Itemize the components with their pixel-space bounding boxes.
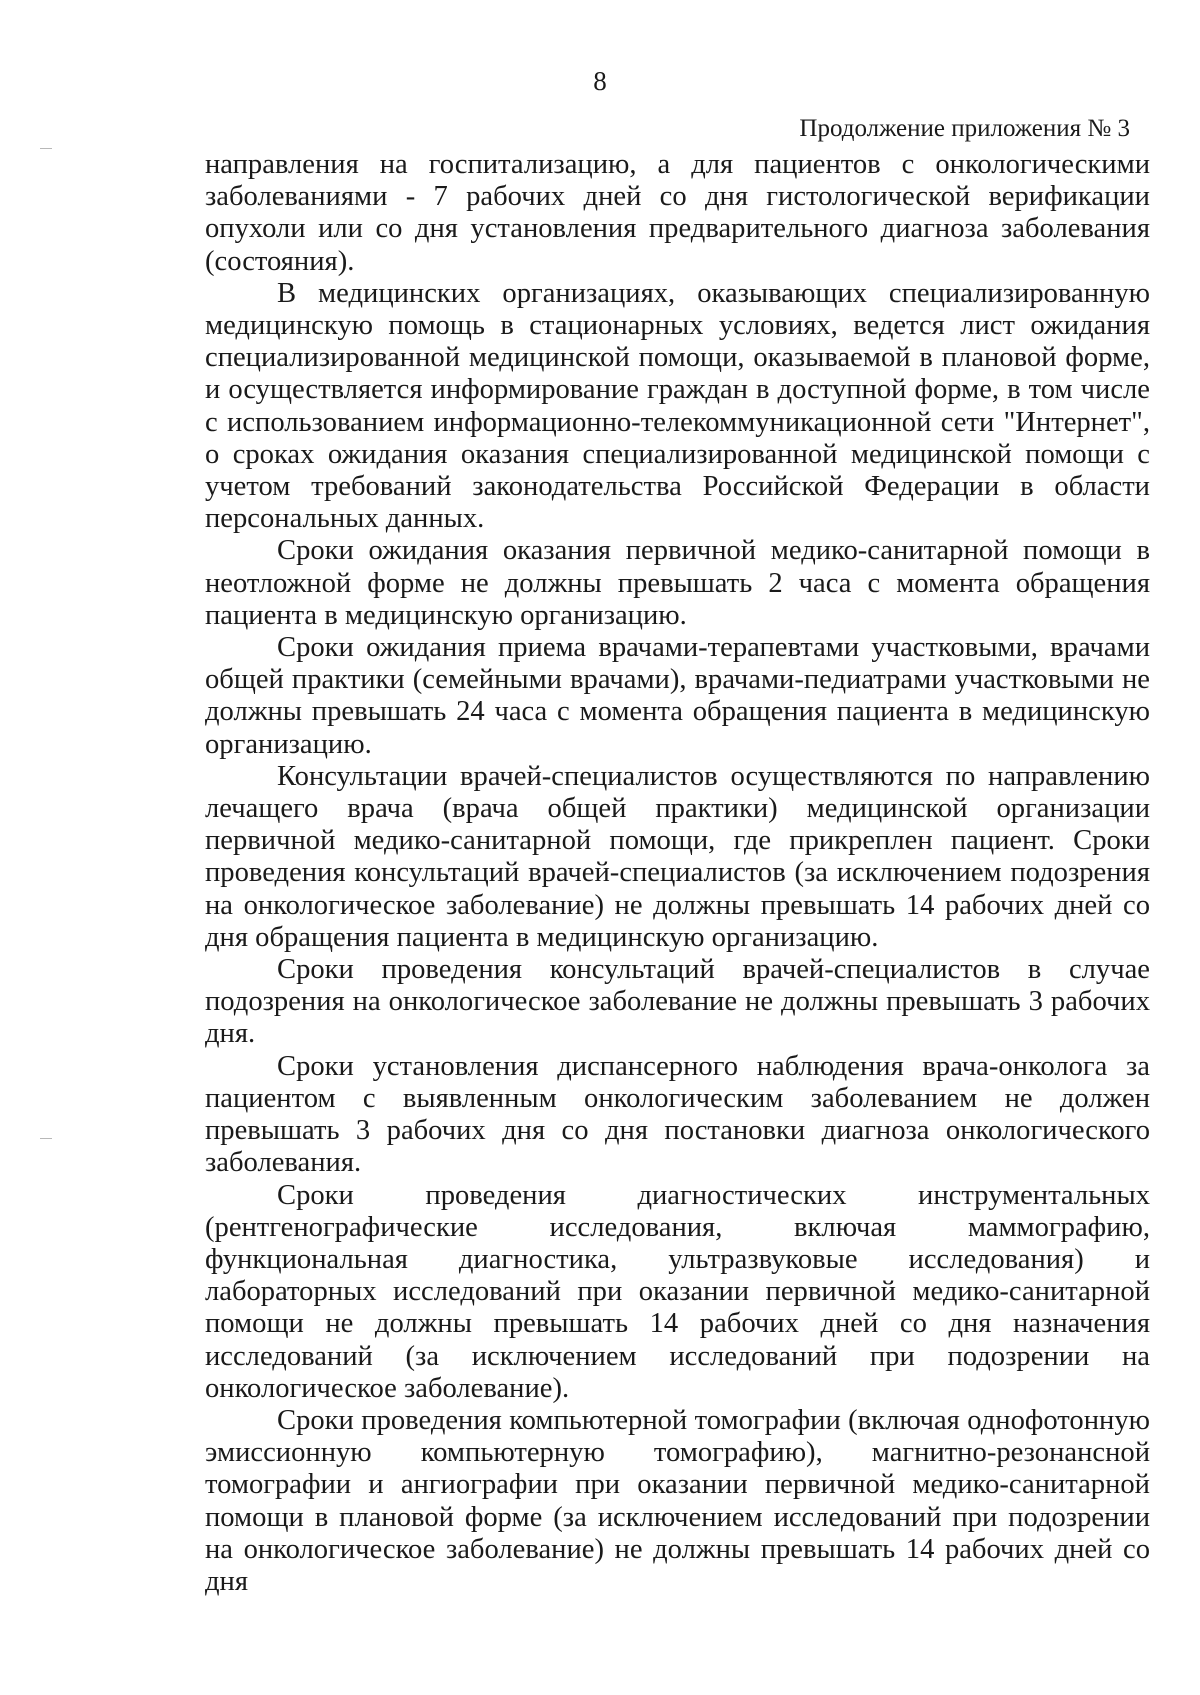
paragraph: Консультации врачей-специалистов осуществляются по направлению лечащего врача (врача общей практики) медицинской организации первичной медико-санитарной помощи, где прикреплен пациент. Сроки проведения консультаций врачей-специалистов (за исключением подозрения на онкологическое заболевание) не должны превышать 14 рабочих дней со дня обращения пациента в медицинскую организацию. [205, 760, 1150, 953]
paragraph: Сроки проведения диагностических инструментальных (рентгенографические исследования, включая маммографию, функциональная диагностика, ультразвуковые исследования) и лабораторных исследований при оказании первичной медико-санитарной помощи не должны превышать 14 рабочих дней со дня назначения исследований (за исключением исследований при подозрении на онкологическое заболевание). [205, 1179, 1150, 1404]
document-body [205, 149, 1150, 1598]
paragraph: Сроки установления диспансерного наблюдения врача-онколога за пациентом с выявленным онкологическим заболеванием не должен превышать 3 рабочих дня со дня постановки диагноза онкологического заболевания. [205, 1050, 1150, 1179]
paragraph: Сроки проведения консультаций врачей-специалистов в случае подозрения на онкологическое заболевание не должны превышать 3 рабочих дня. [205, 954, 1150, 1050]
scan-artifact-mark [40, 148, 52, 149]
paragraph: Сроки ожидания приема врачами-терапевтами участковыми, врачами общей практики (семейными врачами), врачами-педиатрами участковыми не должны превышать 24 часа с момента обращения пациента в медицинскую организацию. [205, 632, 1150, 760]
paragraph: В медицинских организациях, оказывающих специализированную медицинскую помощь в стационарных условиях, ведется лист ожидания специализированной медицинской помощи, оказываемой в плановой форме, и осуществляется информирование граждан в доступной форме, в том числе с использованием информационно-телекоммуникационной сети "Интернет", о сроках ожидания оказания специализированной медицинской помощи с учетом требований законодательства Российской Федерации в области персональных данных. [205, 277, 1150, 535]
scan-artifact-mark [40, 1138, 52, 1139]
paragraph: направления на госпитализацию, а для пациентов с онкологическими заболеваниями - 7 рабочих дней со дня гистологической верификации опухоли или со дня установления предварительного диагноза заболевания (состояния). [205, 149, 1150, 277]
paragraph: Сроки ожидания оказания первичной медико-санитарной помощи в неотложной форме не должны превышать 2 часа с момента обращения пациента в медицинскую организацию. [205, 535, 1150, 631]
paragraph: Сроки проведения компьютерной томографии (включая однофотонную эмиссионную компьютерную томографию), магнитно-резонансной томографии и ангиографии при оказании первичной медико-санитарной помощи в плановой форме (за исключением исследований при подозрении на онкологическое заболевание) не должны превышать 14 рабочих дней со дня [205, 1404, 1150, 1597]
page-number: 8 [593, 66, 607, 96]
appendix-continuation-label: Продолжение приложения № 3 [799, 115, 1130, 142]
